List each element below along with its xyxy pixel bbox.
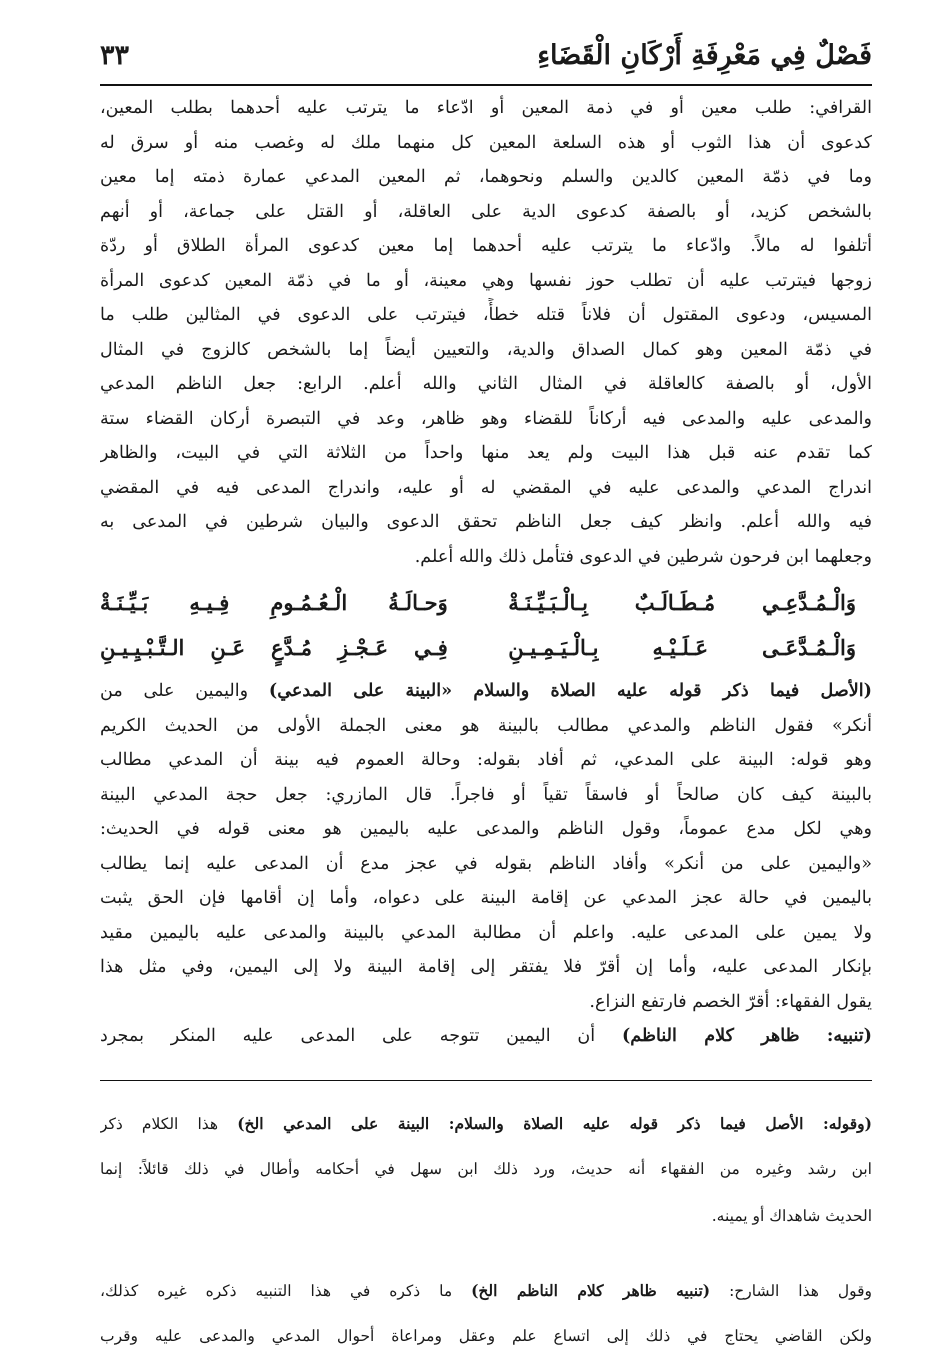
header-divider: [100, 84, 872, 86]
poem-verses: [100, 580, 872, 670]
page-header: [100, 28, 872, 84]
bold-quote: (الأصل فيما ذكر قوله عليه الصلاة والسلام «البينة على المدعي): [268, 680, 872, 701]
text-line: القرافي: طلب معين أو في ذمة المعين أو ادّعاء ما يترتب عليه أحدهما بطلب المعين،: [100, 98, 872, 118]
text-line: الأول، أو بالصفة كالعاقلة في المثال الثاني والله أعلم. الرابع: جعل الناظم المدعي: [100, 374, 872, 394]
text-line: اندراج المدعي والمدعى عليه في المقضي له أو عليه، واندراج المدعى فيه في المقضي: [100, 477, 872, 498]
text-line: كدعوى أن هذا الثوب أو هذه السلعة المعين كل منهما ملك له وغصب منه أو سرق له: [100, 132, 872, 153]
text-line: بالبينة كيف كان صالحاً أو فاسقاً تقياً أو فاجراً. قال المازري: جعل حجة المدعي البينة: [100, 784, 872, 805]
text-line: كما تقدم عنه قبل هذا البيت ولم يعد منها واحداً من الثلاثة التي في البيت، والظاهر: [100, 443, 872, 463]
text-line: أنكر» فقول الناظم والمدعي مطالب بالبينة هو معنى الجملة الأولى من الحديث الكريم: [100, 715, 872, 736]
page-number: ٣٣: [100, 40, 130, 71]
text-line: فيه والله أعلم. وانظر كيف جعل الناظم تحقق الدعوى والبيان شرطين في المدعى به: [100, 512, 872, 532]
chapter-title: فَصْلٌ فِي مَعْرِفَةِ أَرْكَانِ الْقَضَاءِ: [537, 40, 872, 71]
footnote-divider: [100, 1080, 872, 1081]
text-run: أن اليمين تتوجه على المدعى عليه المنكر بمجرد: [100, 1026, 596, 1046]
text-line: أتلفوا له مالاً. وادّعاء ما يترتب عليه أحدهما إما معين كدعوى المرأة الطلاق أو ردّة: [100, 236, 872, 256]
verse-line: [100, 580, 872, 625]
text-line: المسيس، ودعوى المقتول أن فلاناً قتله خطأً، فيترتب على الدعوى في المثالين طلب ما: [100, 305, 872, 325]
verse-second-hemistich: وَحـالَـةُ الْـعُـمُـومِ فِـيـهِ بَـيِّـنَـةْ: [100, 590, 448, 615]
text-run: وقول هذا الشارح:: [729, 1281, 872, 1300]
text-run: ما ذكره في هذا التنبيه ذكره غيره كذلك،: [100, 1281, 453, 1300]
text-line: يقول الفقهاء: أقرّ الخصم فارتفع النزاع.: [589, 991, 872, 1012]
text-line: وهو قوله: البينة على المدعي، ثم أفاد بقوله: وحالة العموم فيه بينة أن المدعي مطالب: [100, 750, 872, 770]
text-line: باليمين في حالة عجز المدعي عن إقامة البينة على دعواه، وأما إن أقامها فإن الحق يثبت: [100, 888, 872, 908]
verse-second-hemistich: فِـي عَـجْـزِ مُـدَّعٍ عَـنِ الـتَّـبْـيِـيـنِ: [100, 635, 448, 660]
footnote-line: الحديث شاهداك أو يمينه.: [711, 1206, 872, 1225]
text-line: زوجها فيترتب عليه أن تطلب حوز نفسها وهي معينة، أو ما في ذمّة المعين كدعوى المرأة: [100, 270, 872, 291]
bold-quote: (وقوله: الأصل فيما ذكر قوله عليه الصلاة والسلام: البينة على المدعي الخ): [237, 1113, 872, 1133]
footnote-line: ولكن القاضي يحتاج في ذلك إلى اتساع علم وعقل ومراعاة أحوال المدعي والمدعى عليه وقرب: [100, 1327, 872, 1345]
text-line: وجعلهما ابن فرحون شرطين في الدعوى فتأمل ذلك والله أعلم.: [414, 546, 872, 567]
footnote-line: [100, 1108, 872, 1139]
main-text: [100, 91, 872, 1054]
text-line: وما في ذمّة المعين كالدين والسلم ونحوهما، ثم المعين المدعي عمارة ذمته إما معين: [100, 167, 872, 187]
text-line: بالشخص كزيد، أو بالصفة كدعوى الدية على العاقلة، أو القتل على جماعة، أو أنهم: [100, 201, 872, 222]
verse-first-hemistich: وَالْـمُـدَّعِـي مُـطَـالَـبٌ بِـالْـبَـيِّـنَـةْ: [508, 590, 856, 615]
footnotes: [100, 1092, 872, 1368]
tanbih-line: [100, 1019, 872, 1054]
verse-first-hemistich: وَالْـمُـدَّعَـى عَـلَـيْـهِ بِـالْـيَـمِـيـنِ: [508, 635, 856, 660]
text-line: وهي لكل مدع عموماً، وقول الناظم والمدعى عليه باليمين هو معنى قوله في الحديث:: [100, 819, 872, 839]
text-line: بإنكار المدعى عليه، وأما إن أقرّ فلا يفتقر إلى إقامة البينة ولا إلى اليمين، وفي مثل هذا: [100, 957, 872, 977]
text-line: ولا يمين على المدعى عليه. واعلم أن مطالبة المدعي بالبينة والمدعى عليه باليمين مقيد: [100, 922, 872, 943]
text-line: والمدعى عليه والمدعى فيه أركاناً للقضاء وهو ظاهر، وعد في التبصرة أركان القضاء ستة: [100, 408, 872, 429]
bold-quote: (تنبيه ظاهر كلام الناظم الخ): [471, 1280, 711, 1300]
footnote-line: ابن رشد وغيره من الفقهاء أنه حديث، ورد ذلك ابن سهل في أحكامه وأطال في ذلك قائلاً: إنما: [100, 1160, 872, 1178]
commentary-lead: [100, 674, 872, 709]
text-line: «واليمين على من أنكر» وأفاد الناظم بقوله في عجز مدع أن المدعى عليه إنما يطالب: [100, 853, 872, 874]
bold-heading: (تنبيه: ظاهر كلام الناظم): [621, 1025, 872, 1046]
footnote-line: [100, 1275, 872, 1306]
text-run: هذا الكلام ذكر: [100, 1114, 219, 1133]
verse-line: [100, 625, 872, 670]
text-line: في ذمّة المعين وهو كمال الصداق والدية، والتعيين أيضاً إما بالشخص كالزوج في المثال: [100, 339, 872, 360]
text-run: واليمين على من: [100, 681, 249, 701]
